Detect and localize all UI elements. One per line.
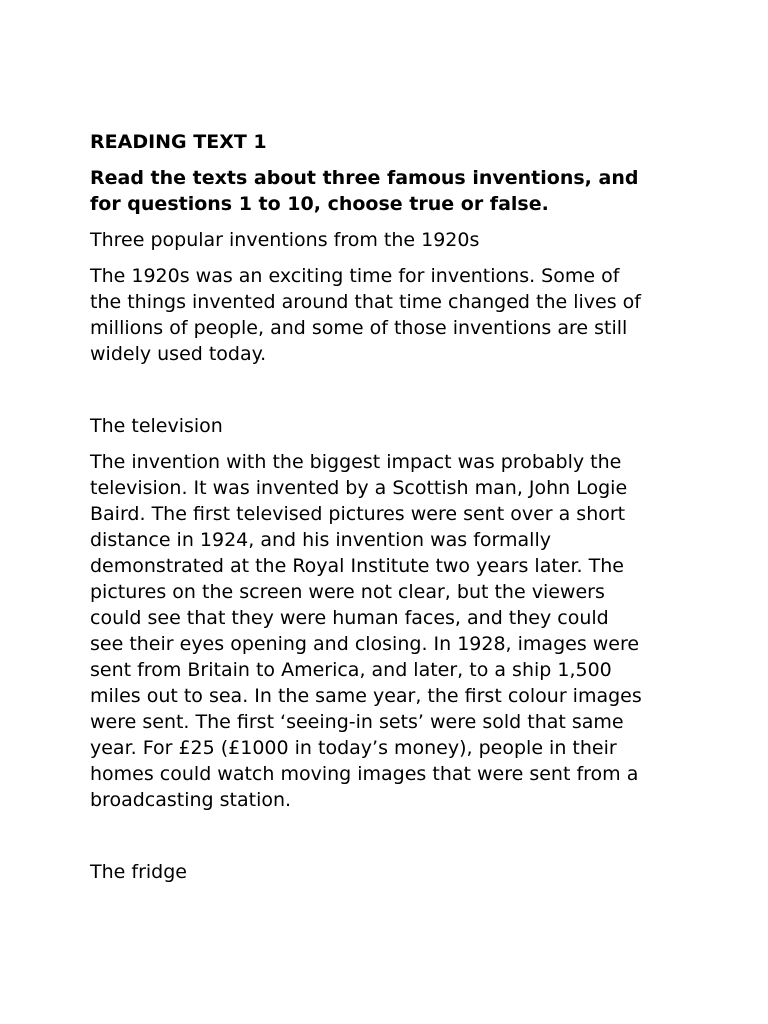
instructions-line: Read the texts about three famous inventions, and	[90, 167, 639, 189]
paragraph-line: could see that they were human faces, and they could	[90, 607, 609, 629]
paragraph-line: the things invented around that time changed the lives of	[90, 291, 641, 313]
paragraph-line: sent from Britain to America, and later, to a ship 1,500	[90, 659, 612, 681]
paragraph-line: were sent. The first ‘seeing-in sets’ were sold that same	[90, 711, 624, 733]
paragraph-line: demonstrated at the Royal Institute two years later. The	[90, 555, 624, 577]
paragraph-line: homes could watch moving images that were sent from a	[90, 763, 639, 785]
paragraph-line: see their eyes opening and closing. In 1928, images were	[90, 633, 640, 655]
instructions-line: for questions 1 to 10, choose true or false.	[90, 193, 549, 215]
document-subtitle: Three popular inventions from the 1920s	[90, 229, 480, 251]
document-page	[90, 129, 680, 885]
paragraph-line: broadcasting station.	[90, 789, 292, 811]
section-heading-fridge: The fridge	[90, 861, 187, 883]
paragraph-line: millions of people, and some of those inventions are still	[90, 317, 628, 339]
paragraph-line: year. For £25 (£1000 in today’s money), people in their	[90, 737, 617, 759]
television-paragraph	[90, 449, 680, 813]
instructions	[90, 165, 680, 217]
intro-paragraph	[90, 263, 680, 367]
section-heading-television: The television	[90, 415, 223, 437]
paragraph-line: widely used today.	[90, 343, 267, 365]
paragraph-line: pictures on the screen were not clear, but the viewers	[90, 581, 605, 603]
paragraph-line: miles out to sea. In the same year, the first colour images	[90, 685, 642, 707]
spacer	[90, 377, 680, 413]
paragraph-line: The 1920s was an exciting time for inventions. Some of	[90, 265, 620, 287]
document-title: READING TEXT 1	[90, 131, 267, 153]
paragraph-line: The invention with the biggest impact was probably the	[90, 451, 622, 473]
paragraph-line: Baird. The first televised pictures were sent over a short	[90, 503, 626, 525]
paragraph-line: television. It was invented by a Scottish man, John Logie	[90, 477, 628, 499]
paragraph-line: distance in 1924, and his invention was formally	[90, 529, 551, 551]
spacer	[90, 823, 680, 859]
